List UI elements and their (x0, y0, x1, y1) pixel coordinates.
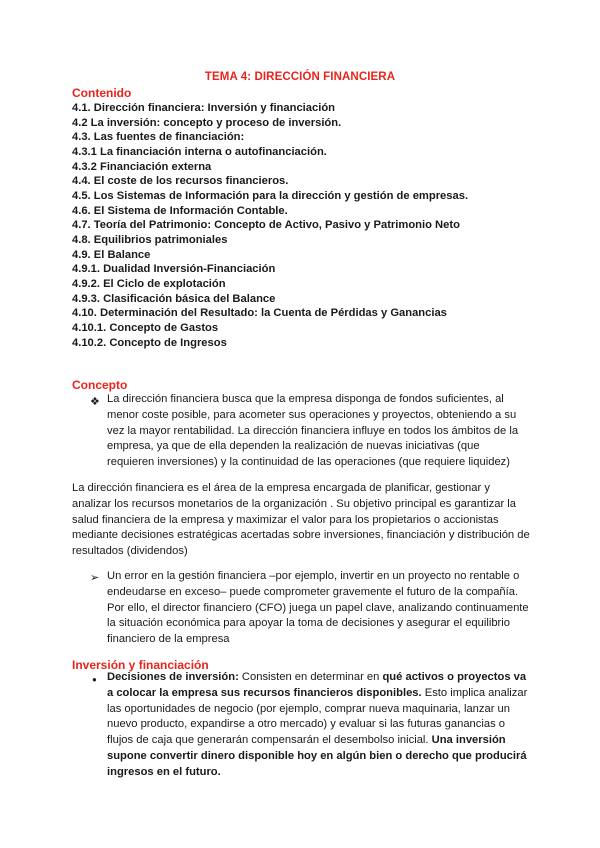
diamond-bullet-icon: ❖ (90, 396, 100, 408)
text-line: endeudarse en exceso– puede comprometer gravemente el futuro de la compañía. (107, 585, 519, 598)
inversion-bullet (107, 670, 537, 781)
bold-span: supone convertir dinero disponible hoy en algún bien o derecho que producirá (107, 749, 527, 762)
toc-item: 4.9.3. Clasificación básica del Balance (72, 292, 276, 305)
text-line: mediante decisiones estratégicas acertadas sobre inversiones, financiación y distribución de (72, 529, 530, 542)
text-line: Un error en la gestión financiera –por ejemplo, invertir en un proyecto no rentable o (107, 570, 520, 582)
toc-item: 4.10.2. Concepto de Ingresos (72, 336, 227, 349)
text-line: nuevo producto, expandirse a otro mercado) y evaluar si las futuras ganancias o (107, 718, 506, 731)
bold-span: Una inversión (431, 734, 506, 747)
text-line (107, 733, 537, 749)
text-line (107, 686, 537, 702)
toc-item: 4.7. Teoría del Patrimonio: Concepto de Activo, Pasivo y Patrimonio Neto (72, 219, 460, 232)
document-title: TEMA 4: DIRECCIÓN FINANCIERA (204, 71, 396, 83)
text-line: La dirección financiera busca que la empresa disponga de fondos suficientes, al (107, 393, 504, 405)
text-line: requieren inversiones) y la continuidad de las operaciones (que requiere liquidez) (107, 456, 510, 469)
toc-item: 4.4. El coste de los recursos financieros. (72, 175, 289, 188)
concepto-bullet (107, 392, 537, 471)
concepto-paragraph (72, 481, 532, 560)
toc-item: 4.10.1. Concepto de Gastos (72, 321, 219, 334)
text-line: menor coste posible, para acometer sus operaciones y proyectos, obteniendo a su (107, 408, 517, 421)
bold-span: ingresos en el futuro. (107, 765, 221, 778)
text-span: flujos de caja que generarán compensarán el desembolso inicial. (107, 734, 432, 747)
text-line (107, 765, 537, 781)
toc-item: 4.9. El Balance (72, 248, 151, 261)
toc-item: 4.3.1 La financiación interna o autofinanciación. (72, 145, 327, 158)
toc-item: 4.6. El Sistema de Información Contable. (72, 204, 288, 217)
inversion-heading: Inversión y financiación (72, 658, 209, 672)
concepto-arrow-bullet (107, 569, 537, 648)
toc-item: 4.8. Equilibrios patrimoniales (72, 233, 228, 246)
text-line: analizar los recursos monetarios de la organización . Su objetivo principal es garantizar la (72, 497, 517, 510)
text-line: financiero de la empresa (107, 633, 230, 646)
text-line: empresa, ya que de ella dependen la realización de nuevas iniciativas (que (107, 440, 480, 453)
text-line: Por ello, el director financiero (CFO) juega un papel clave, analizando continuamente (107, 601, 529, 614)
text-line: La dirección financiera es el área de la empresa encargada de planificar, gestionar y (72, 482, 490, 494)
toc-item: 4.3.2 Financiación externa (72, 160, 212, 173)
bold-span: qué activos o proyectos va (382, 671, 527, 683)
text-span: Consisten en determinar en (238, 671, 383, 683)
toc-item: 4.10. Determinación del Resultado: la Cuenta de Pérdidas y Ganancias (72, 307, 447, 320)
table-of-contents (72, 101, 542, 350)
toc-item: 4.9.2. El Ciclo de explotación (72, 277, 226, 290)
toc-item: 4.1. Dirección financiera: Inversión y financiación (72, 102, 335, 114)
concepto-heading: Concepto (72, 378, 128, 392)
contents-heading: Contenido (72, 86, 132, 100)
arrow-bullet-icon: ➢ (90, 572, 100, 584)
decision-label: Decisiones de inversión: (107, 671, 239, 683)
text-span: Esto implica analizar (421, 686, 528, 699)
text-line: salud financiera de la empresa y maximizar el valor para los propietarios o accionistas (72, 513, 499, 526)
bold-span: a colocar la empresa sus recursos financieros disponibles. (107, 686, 422, 699)
toc-item: 4.9.1. Dualidad Inversión-Financiación (72, 263, 276, 276)
toc-item: 4.2 La inversión: concepto y proceso de inversión. (72, 116, 342, 129)
text-line (107, 749, 537, 765)
text-line: la situación económica para apoyar la toma de decisiones y asegurar el equilibrio (107, 617, 510, 630)
text-line (107, 670, 537, 686)
text-line: resultados (dividendos) (72, 545, 188, 558)
text-line: las oportunidades de negocio (por ejemplo, comprar nueva maquinaria, lanzar un (107, 702, 510, 715)
toc-item: 4.3. Las fuentes de financiación: (72, 131, 245, 144)
toc-item: 4.5. Los Sistemas de Información para la dirección y gestión de empresas. (72, 189, 469, 202)
text-line: vez la mayor rentabilidad. La dirección financiera influye en todos los ámbitos de la (107, 424, 519, 437)
dot-bullet-icon: ● (92, 675, 97, 684)
